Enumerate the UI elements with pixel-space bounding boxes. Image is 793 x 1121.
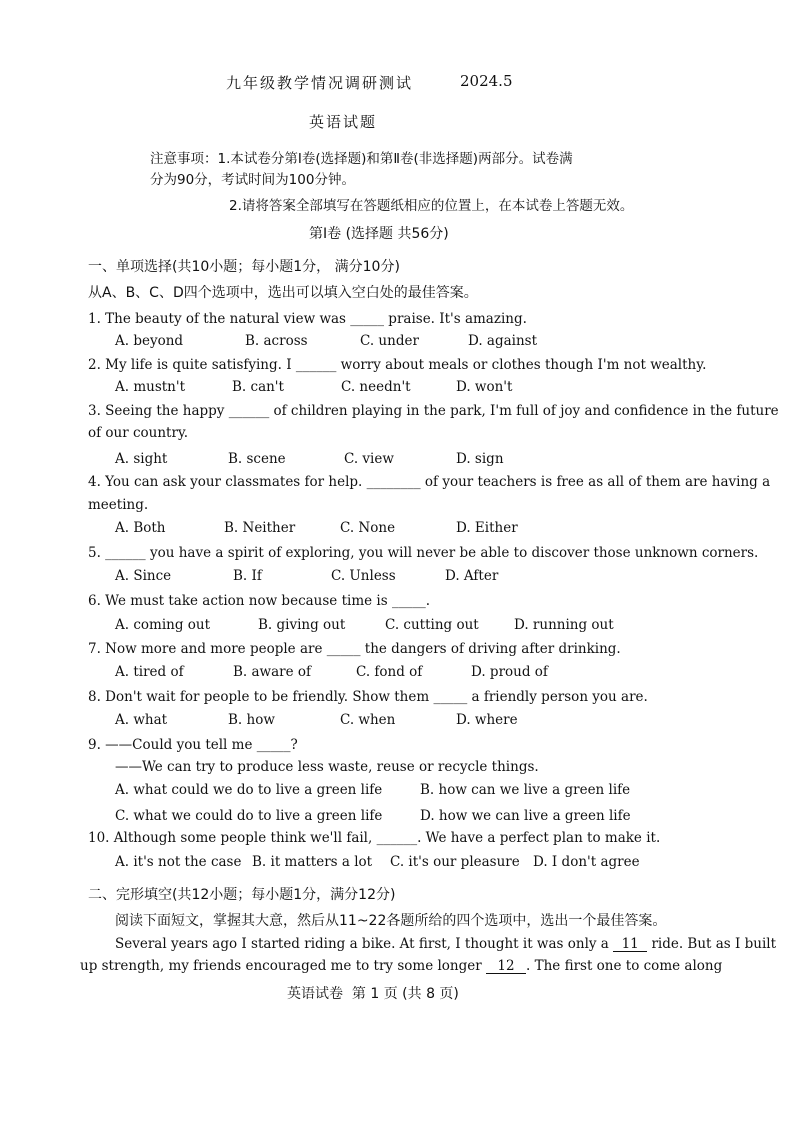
question-stem-continued: meeting. xyxy=(88,497,149,513)
option-a: A. mustn't xyxy=(115,379,186,395)
option-b: B. it matters a lot xyxy=(252,854,373,870)
question-stem: 4. You can ask your classmates for help. ________ of your teachers is free as all of them are having a xyxy=(88,474,771,490)
question-stem: 10. Although some people think we'll fail, ______. We have a perfect plan to make it. xyxy=(88,830,661,846)
question-stem: 5. ______ you have a spirit of exploring, you will never be able to discover those unknown corners. xyxy=(88,545,759,561)
option-c: C. when xyxy=(340,712,396,728)
passage-text: up strength, my friends encouraged me to try some longer xyxy=(80,958,487,974)
question-stem: 6. We must take action now because time is _____. xyxy=(88,593,430,609)
exam-title: 九年级教学情况调研测试 xyxy=(226,74,414,92)
option-a: A. what xyxy=(115,712,168,728)
question-stem: 8. Don't wait for people to be friendly. Show them _____ a friendly person you are. xyxy=(88,689,648,705)
part1-title: 第Ⅰ卷 (选择题 共56分) xyxy=(309,226,449,242)
passage-text: Several years ago I started riding a bike. At first, I thought it was only a xyxy=(115,936,614,952)
option-d: D. where xyxy=(456,712,518,728)
option-c: C. cutting out xyxy=(385,617,479,633)
notes-line-1: 注意事项：1.本试卷分第Ⅰ卷(选择题)和第Ⅱ卷(非选择题)两部分。试卷满 xyxy=(150,151,573,167)
option-a: A. Both xyxy=(115,520,166,536)
option-b: B. how can we live a green life xyxy=(420,782,631,798)
section2-heading: 二、完形填空(共12小题；每小题1分，满分12分) xyxy=(88,887,396,903)
option-b: B. If xyxy=(233,568,262,584)
section2-instruction: 阅读下面短文，掌握其大意，然后从11~22各题所给的四个选项中，选出一个最佳答案。 xyxy=(115,913,667,929)
page-footer: 英语试卷 第 1 页 (共 8 页) xyxy=(287,986,459,1002)
question-stem: 1. The beauty of the natural view was _____ praise. It's amazing. xyxy=(88,311,527,327)
option-c: C. what we could do to live a green life xyxy=(115,808,383,824)
option-c: C. under xyxy=(360,333,419,349)
option-d: D. sign xyxy=(456,451,504,467)
option-a: A. coming out xyxy=(115,617,211,633)
question-stem: 3. Seeing the happy ______ of children playing in the park, I'm full of joy and confidence in the future xyxy=(88,403,779,419)
option-a: A. what could we do to live a green life xyxy=(115,782,383,798)
option-c: C. None xyxy=(340,520,396,536)
option-b: B. how xyxy=(228,712,275,728)
notes-line-3: 2.请将答案全部填写在答题纸相应的位置上，在本试卷上答题无效。 xyxy=(229,198,634,214)
option-b: B. can't xyxy=(232,379,284,395)
option-c: C. it's our pleasure xyxy=(390,854,520,870)
option-a: A. beyond xyxy=(115,333,184,349)
option-c: C. Unless xyxy=(331,568,396,584)
option-c: C. view xyxy=(344,451,394,467)
option-d: D. running out xyxy=(514,617,614,633)
option-b: B. aware of xyxy=(233,664,312,680)
question-stem: 9. ——Could you tell me _____? xyxy=(88,737,298,753)
notes-line-2: 分为90分，考试时间为100分钟。 xyxy=(150,172,355,188)
question-stem: 7. Now more and more people are _____ the dangers of driving after drinking. xyxy=(88,641,621,657)
option-b: B. across xyxy=(245,333,308,349)
option-a: A. it's not the case xyxy=(115,854,242,870)
question-stem-continued: of our country. xyxy=(88,425,189,441)
option-d: D. Either xyxy=(456,520,518,536)
passage-line-2 xyxy=(80,958,722,974)
option-d: D. proud of xyxy=(471,664,548,680)
section1-instruction: 从A、B、C、D四个选项中，选出可以填入空白处的最佳答案。 xyxy=(88,285,478,301)
question-stem-continued: ——We can try to produce less waste, reuse or recycle things. xyxy=(115,759,539,775)
passage-text: . The first one to come along xyxy=(526,958,723,974)
blank-12: 12 xyxy=(486,959,526,974)
exam-date: 2024.5 xyxy=(460,72,513,90)
passage-text: ride. But as I built xyxy=(647,936,777,952)
option-c: C. needn't xyxy=(341,379,411,395)
option-d: D. against xyxy=(468,333,538,349)
section1-heading: 一、单项选择(共10小题；每小题1分， 满分10分) xyxy=(88,259,400,275)
option-d: D. won't xyxy=(456,379,513,395)
option-d: D. After xyxy=(445,568,499,584)
blank-11: 11 xyxy=(613,937,647,952)
option-b: B. scene xyxy=(228,451,286,467)
option-a: A. tired of xyxy=(115,664,184,680)
option-b: B. giving out xyxy=(258,617,346,633)
question-stem: 2. My life is quite satisfying. I ______ worry about meals or clothes though I'm not wealthy. xyxy=(88,357,707,373)
option-a: A. sight xyxy=(115,451,168,467)
option-a: A. Since xyxy=(115,568,172,584)
option-b: B. Neither xyxy=(224,520,296,536)
subject-title: 英语试题 xyxy=(309,113,378,131)
option-c: C. fond of xyxy=(356,664,423,680)
option-d: D. how we can live a green life xyxy=(420,808,631,824)
option-d: D. I don't agree xyxy=(533,854,640,870)
passage-line-1 xyxy=(115,936,776,952)
